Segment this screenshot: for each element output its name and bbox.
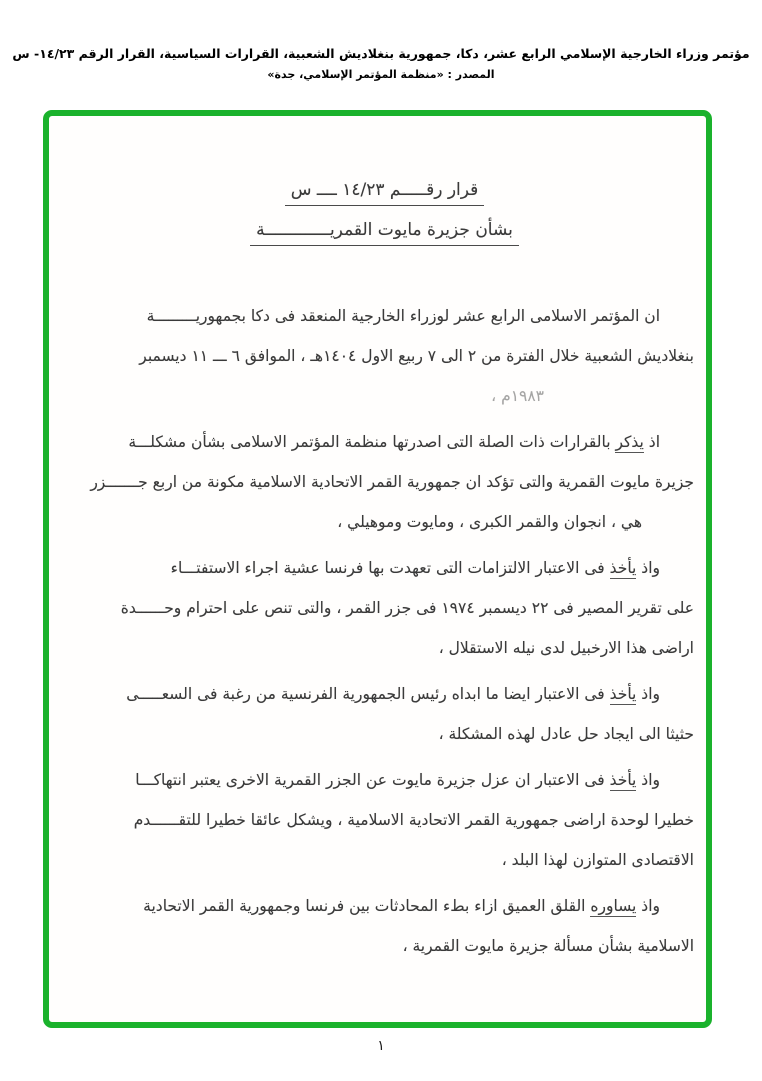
- text-line: [75, 422, 694, 462]
- text-line: الاقتصادى المتوازن لهذا البلد ،: [501, 851, 694, 869]
- header-source: المصدر : «منظمة المؤتمر الإسلامي، جدة»: [267, 68, 495, 81]
- text-segment: واذ: [636, 559, 660, 577]
- page-header: [0, 46, 762, 81]
- text-line: على تقرير المصير فى ٢٢ ديسمبر ١٩٧٤ فى جزر القمر ، والتى تنص على احترام وحــــــدة: [120, 599, 694, 617]
- resolution-subtitle: بشأن جزيرة مايوت القمريـــــــــــــة: [250, 220, 519, 246]
- text-segment: فى الاعتبار ايضا ما ابداه رئيس الجمهورية الفرنسية من رغبة فى السعـــــى: [126, 685, 610, 703]
- text-segment: واذ: [636, 771, 660, 789]
- text-line: [75, 760, 694, 800]
- text-line: حثيثا الى ايجاد حل عادل لهذه المشكلة ،: [438, 725, 694, 743]
- text-line: الاسلامية بشأن مسألة جزيرة مايوت القمرية ،: [402, 937, 694, 955]
- text-line: [75, 674, 694, 714]
- underlined-word: يساوره: [590, 897, 637, 915]
- underlined-word: يأخذ: [609, 685, 637, 703]
- text-line: ان المؤتمر الاسلامى الرابع عشر لوزراء الخارجية المنعقد فى دكا بجمهوريـــــــــة: [146, 307, 660, 325]
- underlined-word: يأخذ: [609, 559, 637, 577]
- text-segment: بالقرارات ذات الصلة التى اصدرتها منظمة المؤتمر الاسلامى بشأن مشكلـــة: [128, 433, 616, 451]
- text-segment: القلق العميق ازاء بطء المحادثات بين فرنسا وجمهورية القمر الاتحادية: [143, 897, 591, 915]
- text-line: [75, 548, 694, 588]
- paragraph-concern: [75, 886, 694, 966]
- resolution-subtitle-row: [75, 220, 694, 246]
- underlined-word: يأخذ: [609, 771, 637, 789]
- text-line: خطيرا لوحدة اراضى جمهورية القمر الاتحادية الاسلامية ، ويشكل عائقا خطيرا للتقــــــدم: [133, 811, 694, 829]
- paragraph-recalling: [75, 422, 694, 542]
- text-line: هي ، انجوان والقمر الكبرى ، ومايوت وموهيلي ،: [337, 513, 642, 531]
- text-segment: واذ: [636, 685, 660, 703]
- paragraph-session: [75, 296, 694, 416]
- text-segment: واذ: [636, 897, 660, 915]
- text-segment: فى الاعتبار الالتزامات التى تعهدت بها فرنسا عشية اجراء الاستفتـــاء: [170, 559, 610, 577]
- page-number: ١: [377, 1038, 385, 1054]
- text-line: بنغلاديش الشعبية خلال الفترة من ٢ الى ٧ ربيع الاول ١٤٠٤هـ ، الموافق ٦ ـــ ١١ ديسمبر: [139, 347, 694, 365]
- paragraph-commitments: [75, 548, 694, 668]
- text-line: اراضى هذا الارخبيل لدى نيله الاستقلال ،: [438, 639, 694, 657]
- resolution-heading: [75, 180, 694, 246]
- scanned-document-frame: [43, 110, 712, 1028]
- header-citation: مؤتمر وزراء الخارجية الإسلامي الرابع عشر، دكا، جمهورية بنغلاديش الشعبية، القرارات السياسية، القرار الرقم ١٤/٢٣- س: [12, 46, 750, 61]
- paragraph-french-president: [75, 674, 694, 754]
- text-line: جزيرة مايوت القمرية والتى تؤكد ان جمهورية القمر الاتحادية الاسلامية مكونة من اربع جـــــــزر: [90, 473, 694, 491]
- text-line: [75, 886, 694, 926]
- paragraph-violation: [75, 760, 694, 880]
- resolution-title-row: [75, 180, 694, 206]
- text-segment: فى الاعتبار ان عزل جزيرة مايوت عن الجزر القمرية الاخرى يعتبر انتهاكـــا: [135, 771, 610, 789]
- resolution-title: قرار رقـــــم ١٤/٢٣ ــــ س: [285, 180, 485, 206]
- document-body: [49, 116, 706, 1022]
- text-line: ١٩٨٣م ،: [491, 387, 544, 405]
- text-segment: اذ: [643, 433, 660, 451]
- underlined-word: يذكر: [615, 433, 644, 451]
